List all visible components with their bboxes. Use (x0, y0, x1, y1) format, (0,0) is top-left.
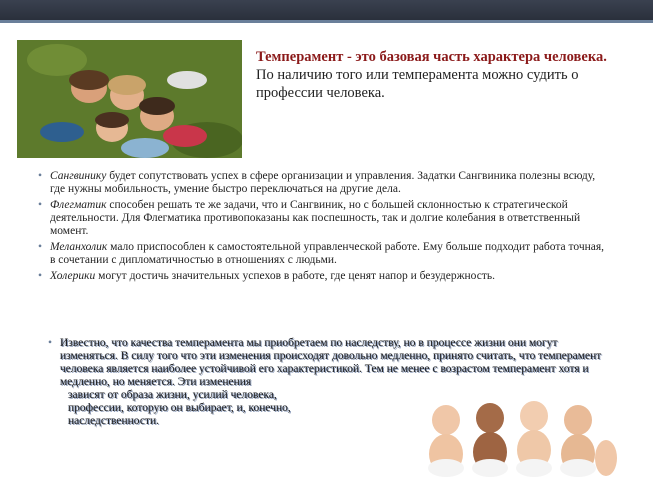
slide-title (256, 48, 616, 102)
list-item (50, 270, 610, 283)
term-sanguine: Сангвинику (50, 170, 107, 182)
list-item (50, 199, 610, 238)
item-text: способен решать те же задачи, что и Сангвиник, но с большей склонностью к стратегической деятельности. Для Флегматика противопоказаны как поспешность, так и долгие колебания в ответственный момент. (50, 199, 581, 237)
item-text: мало приспособлен к самостоятельной управленческой работе. Ему больше подходит работа точная, в сочетании с дипломатичностью в отношениях с людьми. (50, 241, 605, 266)
temperament-list (50, 170, 610, 286)
babies-photo (418, 398, 618, 480)
accent-line (0, 20, 653, 23)
item-text: будет сопутствовать успех в сфере организации и управления. Задатки Сангвиника полезны всюду, где нужны мобильность, умение быстро переключаться на другие дела. (50, 170, 596, 195)
list-item (50, 170, 610, 196)
term-phlegmatic: Флегматик (50, 199, 107, 211)
top-bar (0, 0, 653, 20)
heredity-line: профессии, которую он выбирает, и, конечно, (68, 402, 291, 414)
list-item (50, 241, 610, 267)
item-text: могут достичь значительных успехов в работе, где ценят напор и безудержность. (95, 270, 495, 282)
title-bold-text: Темперамент - это базовая часть характера человека. (256, 49, 607, 65)
family-photo (17, 40, 242, 158)
term-melancholic: Меланхолик (50, 241, 108, 253)
term-choleric: Холерики (50, 270, 96, 282)
title-regular-text: По наличию того или темперамента можно судить о профессии человека. (256, 67, 579, 101)
heredity-line: зависят от образа жизни, усилий человека, (68, 389, 277, 401)
heredity-line: Известно, что качества темперамента мы приобретаем по наследству, но в процессе жизни они могут изменяться. В силу того что эти изменения происходят довольно медленно, принято считать, что темперамент человека является наиболее устойчивой его характеристикой. Тем не менее с возрастом темперамент хотя и медленно, но меняется. Эти изменения (60, 337, 602, 388)
heredity-line: наследственности. (68, 415, 160, 427)
